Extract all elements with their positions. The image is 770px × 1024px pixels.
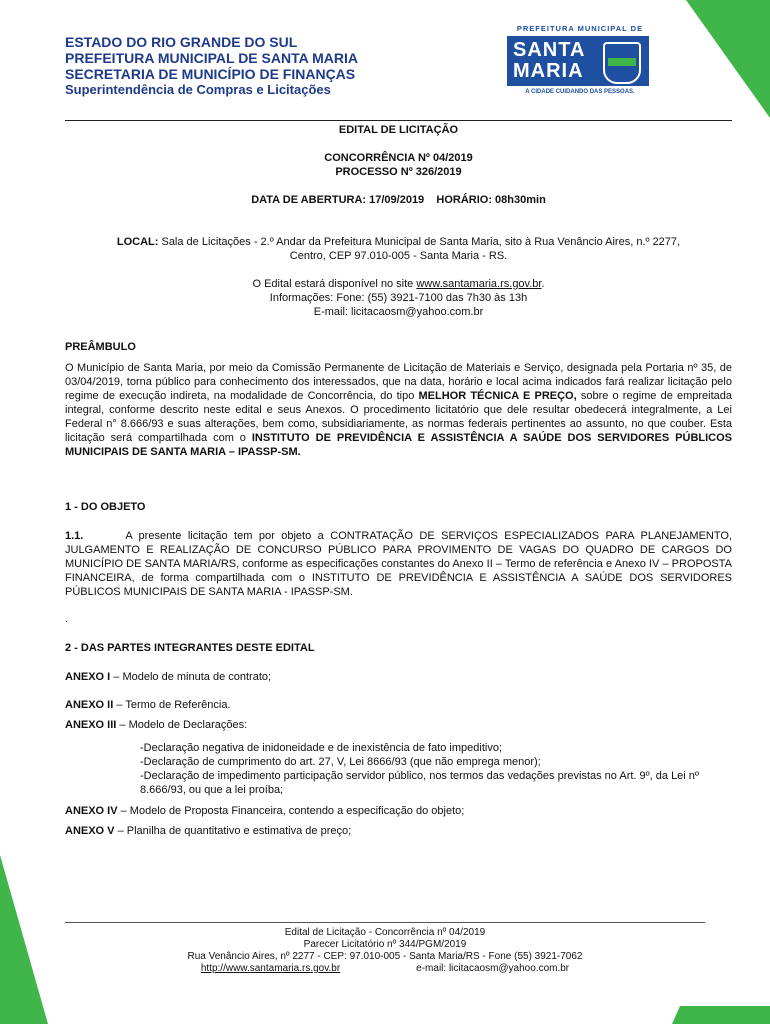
anexo-1-label: ANEXO I: [65, 671, 111, 683]
footer-site-link[interactable]: http://www.santamaria.rs.gov.br: [200, 963, 341, 974]
preambulo-heading: PREÂMBULO: [65, 341, 136, 353]
site-prefix: O Edital estará disponível no site: [252, 278, 417, 290]
anexo-1-text: – Modelo de minuta de contrato;: [110, 671, 272, 683]
anexo-1: [65, 670, 732, 684]
local-label: LOCAL:: [116, 236, 159, 248]
processo-number: PROCESSO Nº 326/2019: [335, 166, 462, 178]
edital-title: EDITAL DE LICITAÇÃO: [338, 124, 459, 136]
site-line: [65, 277, 732, 291]
logo-tagline: A CIDADE CUIDANDO DAS PESSOAS.: [525, 89, 635, 95]
corner-triangle-top-right: [686, 0, 770, 120]
partes-heading: 2 - DAS PARTES INTEGRANTES DESTE EDITAL: [65, 642, 315, 654]
footer-contacts: [65, 963, 705, 975]
logo-name-line2: MARIA: [513, 60, 584, 82]
anexo-2-text: – Termo de Referência.: [113, 699, 231, 711]
anexo-5-text: – Planilha de quantitativo e estimativa de preço;: [114, 825, 352, 837]
anexo-2-label: ANEXO II: [65, 699, 114, 711]
site-link[interactable]: www.santamaria.rs.gov.br: [416, 278, 542, 290]
preambulo-t2: sobre o regime de empreitada integral, conforme descrito neste edital e seus Anexos. O procedimento licitatório que dele resultar obedecerá integralmente, a Lei Federal n° 8.666/93 e suas alterações, bem como, subsidiariamente, as normas federais pertinentes ao assunto, no que couber. Esta licitação será compartilhada com o: [65, 390, 733, 444]
objeto-num: 1.1.: [65, 530, 84, 542]
preambulo-b2: INSTITUTO DE PREVIDÊNCIA E ASSISTÊNCIA A SAÚDE DOS SERVIDORES PÚBLICOS MUNICIPAIS DE SANTA MARIA – IPASSP-SM.: [65, 432, 733, 458]
corner-triangle-bottom-right: [672, 1006, 770, 1024]
anexo-3-text: – Modelo de Declarações:: [116, 719, 248, 731]
preambulo-text: [65, 361, 732, 459]
logo-name: [513, 40, 585, 82]
header-secretaria: SECRETARIA DE MUNICÍPIO DE FINANÇAS: [65, 66, 356, 82]
header-block: [65, 34, 358, 98]
footer-divider: [65, 922, 705, 923]
anexo-3-label: ANEXO III: [65, 719, 117, 731]
logo-box: [507, 36, 649, 86]
anexo-3: [65, 718, 732, 732]
footer-parecer: Parecer Licitatório nº 344/PGM/2019: [303, 939, 467, 950]
declaracao-3: -Declaração de impedimento participação servidor público, nos termos das vedações previstas no Art. 9º, da Lei nº 8.666/93, ou que a lei proíba;: [140, 770, 699, 796]
footer-email: e-mail: licitacaosm@yahoo.com.br: [416, 963, 570, 974]
declaracao-2: -Declaração de cumprimento do art. 27, V, Lei 8666/93 (que não emprega menor);: [140, 756, 541, 768]
anexo-4-label: ANEXO IV: [65, 805, 118, 817]
objeto-text: [65, 529, 732, 599]
local-line2: Centro, CEP 97.010-005 - Santa Maria - RS.: [289, 250, 508, 262]
declaracao-1: -Declaração negativa de inidoneidade e de inexistência de fato impeditivo;: [140, 742, 503, 754]
opening-date: DATA DE ABERTURA: 17/09/2019 HORÁRIO: 08h30min: [251, 194, 546, 206]
header-superintendencia: Superintendência de Compras e Licitações: [65, 82, 331, 97]
corner-triangle-bottom-left: [0, 855, 48, 1024]
info-line: Informações: Fone: (55) 3921-7100 das 7h30 às 13h: [269, 292, 528, 304]
anexo-5-label: ANEXO V: [65, 825, 115, 837]
preambulo-t1: O Município de Santa Maria, por meio da Comissão Permanente de Licitação de Materiais e Serviço, designada pela Portaria nº 35, de 03/04/2019, torna público para conhecimento dos interessados, que na data, horário e local acima indicados fará realizar licitação pelo regime de execução indireta, na modalidade de Concorrência, do tipo: [65, 362, 732, 402]
local-line1: [65, 235, 732, 249]
header-divider: [65, 120, 732, 121]
objeto-dot: .: [65, 613, 69, 625]
santa-maria-logo: [507, 24, 653, 100]
objeto-body: A presente licitação tem por objeto a CONTRATAÇÃO DE SERVIÇOS ESPECIALIZADOS PARA PLANEJAMENTO, JULGAMENTO E REALIZAÇÃO DE CONCURSO PÚBLICO PARA PROVIMENTO DE VAGAS DO QUADRO DE CARGOS DO MUNICÍPIO DE SANTA MARIA/RS, conforme as especificações constantes do Anexo II – Termo de referência e Anexo IV – PROPOSTA FINANCEIRA, de forma compartilhada com o INSTITUTO DE PREVIDÊNCIA E ASSISTÊNCIA A SAÚDE DOS SERVIDORES PÚBLICOS MUNICIPAIS DE SANTA MARIA - IPASSP-SM.: [65, 530, 732, 598]
anexo-4: [65, 804, 732, 818]
anexo-5: [65, 824, 732, 838]
footer-address: Rua Venâncio Aires, nº 2277 - CEP: 97.010-005 - Santa Maria/RS - Fone (55) 3921-7062: [187, 951, 583, 962]
crest-icon: [603, 42, 641, 84]
email-line: E-mail: licitacaosm@yahoo.com.br: [313, 306, 484, 318]
anexo-4-text: – Modelo de Proposta Financeira, contendo a especificação do objeto;: [117, 805, 465, 817]
preambulo-b1: MELHOR TÉCNICA E PREÇO,: [418, 390, 577, 402]
header-state: ESTADO DO RIO GRANDE DO SUL: [65, 34, 298, 50]
footer-edital: Edital de Licitação - Concorrência nº 04/2019: [284, 927, 486, 938]
local-text1: Sala de Licitações - 2.º Andar da Prefeitura Municipal de Santa Maria, sito à Rua Venâncio Aires, n.º 2277,: [158, 236, 681, 248]
logo-top-text: PREFEITURA MUNICIPAL DE: [516, 24, 644, 33]
logo-name-line1: SANTA: [513, 39, 586, 61]
site-suffix: .: [541, 278, 545, 290]
objeto-heading: 1 - DO OBJETO: [65, 501, 146, 513]
header-prefeitura: PREFEITURA MUNICIPAL DE SANTA MARIA: [65, 50, 358, 66]
concorrencia-number: CONCORRÊNCIA Nº 04/2019: [324, 152, 473, 164]
anexo-2: [65, 698, 732, 712]
